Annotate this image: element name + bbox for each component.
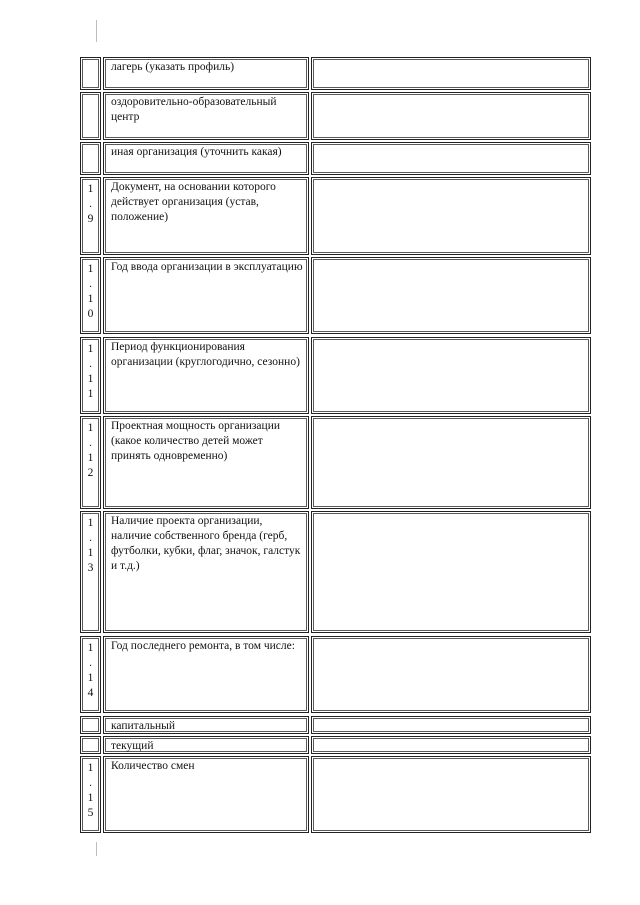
row-number-cell xyxy=(80,92,101,140)
row-number-char: 0 xyxy=(87,308,94,320)
row-label: капитальный xyxy=(111,720,176,732)
row-value-cell[interactable] xyxy=(311,416,591,509)
row-label-cell xyxy=(103,257,309,334)
row-number-cell xyxy=(80,636,101,713)
row-value-cell[interactable] xyxy=(311,756,591,833)
row-number-cell xyxy=(80,756,101,833)
row-number xyxy=(81,262,100,322)
row-number-cell xyxy=(80,257,101,334)
row-number-char: . xyxy=(89,358,92,370)
row-number-char: 1 xyxy=(87,672,94,684)
scan-mark-bottom xyxy=(96,842,97,856)
row-label-cell xyxy=(103,57,309,90)
row-label: лагерь (указать профиль) xyxy=(111,61,235,73)
row-number-char: 1 xyxy=(87,263,94,275)
row-label: Наличие проекта организации, наличие собственного бренда (герб, футболки, кубки, флаг, значок, галстук и т.д.) xyxy=(111,515,301,572)
row-label-cell xyxy=(103,636,309,713)
table-row xyxy=(80,257,591,334)
row-number-char: 1 xyxy=(87,373,94,385)
table-row xyxy=(80,716,591,734)
row-value-cell[interactable] xyxy=(311,92,591,140)
row-label: Документ, на основании которого действует организация (устав, положение) xyxy=(111,181,276,223)
row-number xyxy=(81,421,100,481)
row-number-char: 2 xyxy=(87,467,94,479)
row-label-cell xyxy=(103,511,309,633)
table-row xyxy=(80,736,591,754)
table-row xyxy=(80,92,591,140)
table-row xyxy=(80,511,591,633)
row-number-cell xyxy=(80,142,101,175)
row-label-cell xyxy=(103,337,309,414)
row-value-cell[interactable] xyxy=(311,636,591,713)
row-number-char: 1 xyxy=(87,547,94,559)
row-number xyxy=(81,182,100,227)
row-number-cell xyxy=(80,416,101,509)
row-number-char: 3 xyxy=(87,562,94,574)
row-value-cell[interactable] xyxy=(311,177,591,255)
scan-mark xyxy=(96,20,97,42)
row-label: оздоровительно-образовательный центр xyxy=(111,96,277,123)
row-number-cell xyxy=(80,511,101,633)
row-label: Проектная мощность организации (какое количество детей может принять одновременно) xyxy=(111,420,280,462)
row-label: иная организация (уточнить какая) xyxy=(111,146,282,158)
row-label-cell xyxy=(103,142,309,175)
table-row xyxy=(80,636,591,713)
row-label: Количество смен xyxy=(111,760,195,772)
table-row xyxy=(80,416,591,509)
row-number-char: 1 xyxy=(87,642,94,654)
row-number-cell xyxy=(80,337,101,414)
row-label-cell xyxy=(103,177,309,255)
row-label: текущий xyxy=(111,740,154,752)
table-row xyxy=(80,756,591,833)
row-number xyxy=(81,761,100,821)
row-label-cell xyxy=(103,736,309,754)
table-row xyxy=(80,142,591,175)
row-number-cell xyxy=(80,57,101,90)
row-number-char: 1 xyxy=(87,183,94,195)
row-value-cell[interactable] xyxy=(311,57,591,90)
row-number-char: 5 xyxy=(87,807,94,819)
row-number-char: 1 xyxy=(87,388,94,400)
row-number-char: . xyxy=(89,777,92,789)
row-label-cell xyxy=(103,756,309,833)
row-number xyxy=(81,342,100,402)
row-label-cell xyxy=(103,92,309,140)
row-number-cell xyxy=(80,736,101,754)
row-value-cell[interactable] xyxy=(311,257,591,334)
row-number-char: . xyxy=(89,278,92,290)
row-label: Год ввода организации в эксплуатацию xyxy=(111,261,303,273)
row-number-char: 1 xyxy=(87,452,94,464)
row-number-char: 1 xyxy=(87,762,94,774)
row-number-char: . xyxy=(89,198,92,210)
row-number-char: . xyxy=(89,437,92,449)
row-number-char: 1 xyxy=(87,792,94,804)
row-number-char: 9 xyxy=(87,213,94,225)
row-value-cell[interactable] xyxy=(311,716,591,734)
row-value-cell[interactable] xyxy=(311,337,591,414)
row-value-cell[interactable] xyxy=(311,736,591,754)
row-number xyxy=(81,516,100,576)
row-number-char: 1 xyxy=(87,343,94,355)
row-number-char: 4 xyxy=(87,687,94,699)
row-number-char: 1 xyxy=(87,517,94,529)
row-value-cell[interactable] xyxy=(311,142,591,175)
table-row xyxy=(80,337,591,414)
row-value-cell[interactable] xyxy=(311,511,591,633)
row-label-cell xyxy=(103,416,309,509)
row-label: Год последнего ремонта, в том числе: xyxy=(111,640,295,652)
row-number-cell xyxy=(80,177,101,255)
row-number-char: . xyxy=(89,657,92,669)
table-row xyxy=(80,177,591,255)
row-label: Период функционирования организации (круглогодично, сезонно) xyxy=(111,341,300,368)
row-number-char: . xyxy=(89,532,92,544)
row-number-char: 1 xyxy=(87,422,94,434)
table-row xyxy=(80,57,591,90)
row-label-cell xyxy=(103,716,309,734)
row-number xyxy=(81,641,100,701)
row-number-cell xyxy=(80,716,101,734)
row-number-char: 1 xyxy=(87,293,94,305)
